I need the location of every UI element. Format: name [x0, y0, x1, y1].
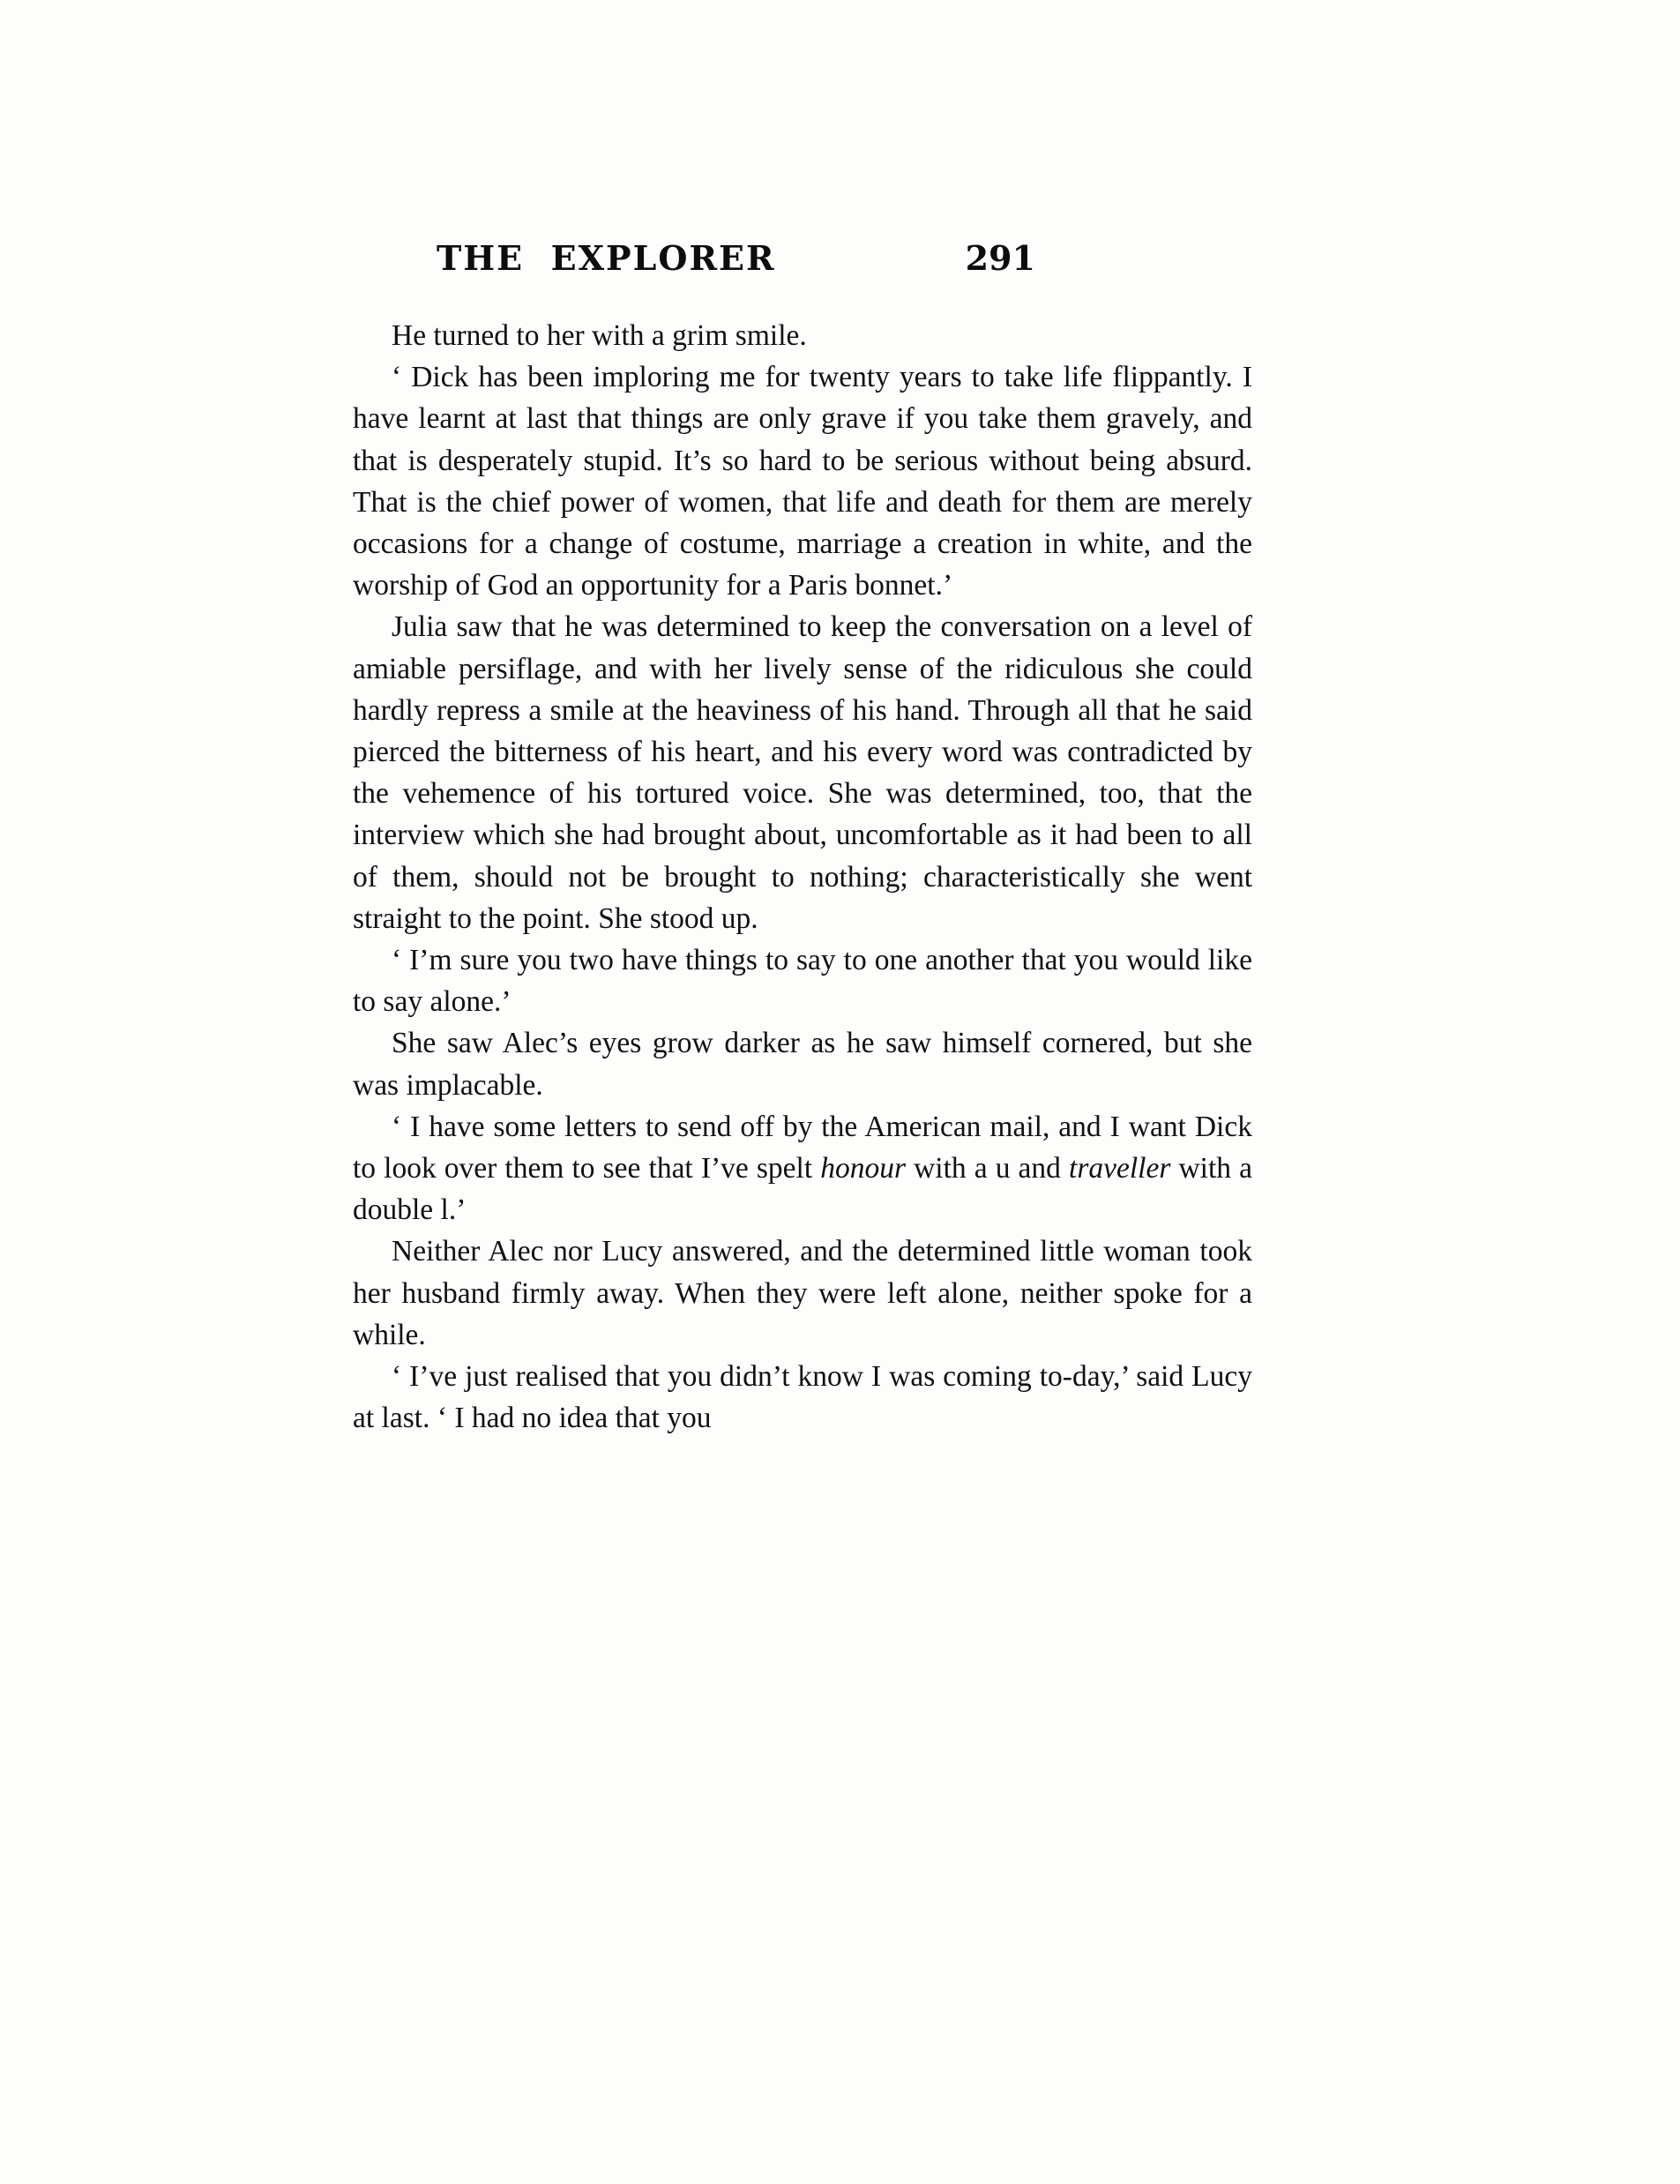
paragraph: ‘ I’ve just realised that you didn’t know I was coming to-day,’ said Lucy at last. ‘ I had no idea that you	[353, 1360, 1252, 1435]
paragraph-mid-text: with a u and	[906, 1152, 1070, 1185]
page-text-block	[353, 238, 1252, 1439]
paragraph: He turned to her with a grim smile.	[392, 319, 807, 352]
paragraph: She saw Alec’s eyes grow darker as he saw himself cornered, but she was implacable.	[353, 1027, 1252, 1102]
paragraph: ‘ I’m sure you two have things to say to one another that you would like to say alone.’	[353, 944, 1252, 1019]
page-number: 291	[965, 238, 1035, 278]
running-head	[353, 238, 1252, 278]
paragraph-with-italics	[353, 1106, 1252, 1231]
paragraph-lead-text: ‘ I have some letters to send off by the American mail, and I want Dick to look over them to see that I’ve spelt	[353, 1110, 1252, 1185]
italic-word-traveller: traveller	[1069, 1152, 1171, 1185]
paragraph-tail-text: with a double l.’	[353, 1152, 1253, 1227]
paragraph: Julia saw that he was determined to keep the conversation on a level of amiable persiflage, and with her lively sense of the ridiculous she could hardly repress a smile at the heaviness of his hand. Through all that he said pierced the bitterness of his heart, and his every word was contradicted by the vehemence of his tortured voice. She was determined, too, that the interview which she had brought about, uncomfortable as it had been to all of them, should not be brought to nothing; characteristically she went straight to the point. She stood up.	[353, 610, 1252, 935]
paragraph: ‘ Dick has been imploring me for twenty years to take life flippantly. I have learnt at last that things are only grave if you take them gravely, and that is desperately stupid. It’s so hard to be serious without being absurd. That is the chief power of women, that life and death for them are merely occasions for a change of costume, marriage a creation in white, and the worship of God an opportunity for a Paris bonnet.’	[353, 361, 1252, 602]
italic-word-honour: honour	[820, 1152, 907, 1185]
running-head-title: THE EXPLORER	[437, 238, 776, 278]
paragraph: Neither Alec nor Lucy answered, and the determined little woman took her husband firmly away. When they were left alone, neither spoke for a while.	[353, 1235, 1252, 1351]
